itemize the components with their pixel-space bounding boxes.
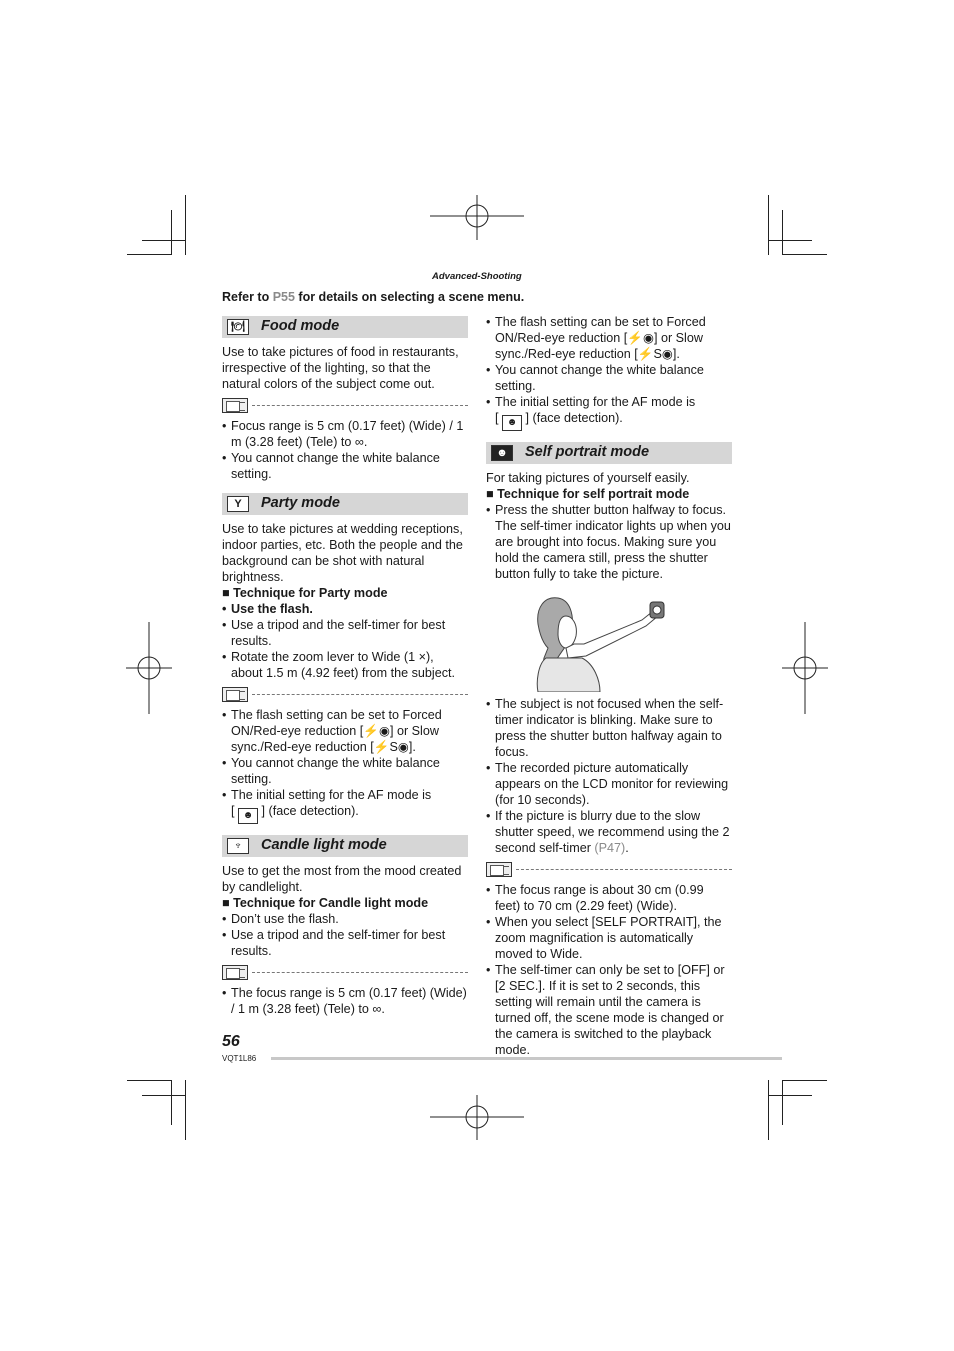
self-portrait-extra-notes [486,882,732,1058]
registration-target-top [430,195,524,240]
crop-mark [768,240,812,241]
candle-icon: ♆ [227,838,249,854]
candle-intro: Use to get the most from the mood created by candlelight. [222,864,462,894]
self-portrait-notes [486,696,732,856]
party-mode-title: Party mode [261,495,340,511]
refer-line [222,290,524,304]
list-item: • The self-timer can only be set to [OFF] or [2 SEC.]. If it is set to 2 seconds, this setting will remain until the camera is turned off, the scene mode is changed or the camera is switched to the playback mode. [486,962,732,1058]
registration-target-bottom [430,1095,524,1140]
note-divider [222,398,468,414]
face-detection-icon: ☻ [238,808,258,824]
crop-mark [768,1095,812,1096]
list-item: • The initial setting for the AF mode is [ ☻ ] (face detection). [486,394,732,431]
self-portrait-technique [486,502,732,582]
self-portrait-illustration [486,592,732,692]
crop-mark [185,1080,186,1140]
list-item: • The subject is not focused when the self-timer indicator is blinking. Make sure to press the shutter button halfway again to focus. [486,696,732,760]
crop-mark [782,254,827,255]
footer-rule [271,1057,782,1060]
crop-mark [782,1080,783,1125]
food-icon: 🍽 [227,319,249,335]
list-item: • Focus range is 5 cm (0.17 feet) (Wide) / 1 m (3.28 feet) (Tele) to ∞. [222,418,468,450]
list-item: • When you select [SELF PORTRAIT], the zoom magnification is automatically moved to Wide. [486,914,732,962]
list-item: • Use a tripod and the self-timer for best results. [222,927,468,959]
candle-technique [222,911,468,959]
list-item: • Use a tripod and the self-timer for best results. [222,617,468,649]
self-portrait-icon: ☻ [491,445,513,461]
crop-mark [142,1095,186,1096]
list-item: • The focus range is about 30 cm (0.99 feet) to 70 cm (2.29 feet) (Wide). [486,882,732,914]
food-notes [222,418,468,482]
food-intro: Use to take pictures of food in restaurants, irrespective of the lighting, so that the natural colors of the subject come out. [222,345,459,391]
list-item: • You cannot change the white balance setting. [222,755,468,787]
registration-target-left [126,622,172,714]
food-mode-title: Food mode [261,318,340,334]
party-technique-title: ■ Technique for Party mode [222,585,468,601]
section-header: Advanced-Shooting [432,271,522,282]
note-icon [222,398,248,413]
right-column [486,314,732,1058]
document-code: VQT1L86 [222,1054,257,1063]
candle-light-title: Candle light mode [261,837,387,853]
refer-prefix: Refer to [222,290,273,304]
food-mode-title-bar [222,316,468,338]
crop-mark [768,1080,769,1140]
face-detection-icon: ☻ [502,415,522,431]
self-portrait-intro: For taking pictures of yourself easily. [486,471,690,485]
page-number: 56 [222,1033,240,1050]
candle-notes [222,985,468,1017]
refer-suffix: for details on selecting a scene menu. [294,290,525,304]
note-divider [222,687,468,703]
list-item: • Use the flash. [222,601,468,617]
party-notes-continued [486,314,732,431]
crop-mark [127,254,172,255]
crop-mark [127,1080,172,1081]
crop-mark [142,240,186,241]
list-item: • The focus range is 5 cm (0.17 feet) (Wide) / 1 m (3.28 feet) (Tele) to ∞. [222,985,468,1017]
list-item: • Press the shutter button halfway to focus. The self-timer indicator lights up when you are brought into focus. Making sure you hold the camera still, press the shutter button fully to take the picture. [486,502,732,582]
crop-mark [185,195,186,255]
page-link[interactable]: P55 [272,290,295,304]
list-item: • The flash setting can be set to Forced ON/Red-eye reduction [⚡◉] or Slow sync./Red-eye reduction [⚡S◉]. [222,707,468,755]
crop-mark [782,210,783,255]
note-divider [486,862,732,878]
note-icon [486,862,512,877]
registration-target-right [782,622,828,714]
list-item: • The recorded picture automatically appears on the LCD monitor for reviewing (for 10 seconds). [486,760,732,808]
list-item: • You cannot change the white balance setting. [486,362,732,394]
self-portrait-technique-title: ■ Technique for self portrait mode [486,486,732,502]
note-icon [222,965,248,980]
crop-mark [171,1080,172,1125]
left-column [222,316,468,1017]
list-item: • The initial setting for the AF mode is [ ☻ ] (face detection). [222,787,468,824]
list-item: • Rotate the zoom lever to Wide (1 ×), about 1.5 m (4.92 feet) from the subject. [222,649,468,681]
crop-mark [171,210,172,255]
list-item: • You cannot change the white balance setting. [222,450,468,482]
candle-light-title-bar [222,835,468,857]
note-icon [222,687,248,702]
party-intro: Use to take pictures at wedding receptions, indoor parties, etc. Both the people and the background can be shot with natural brightness. [222,522,463,584]
list-item: • The flash setting can be set to Forced ON/Red-eye reduction [⚡◉] or Slow sync./Red-eye reduction [⚡S◉]. [486,314,732,362]
list-item: • If the picture is blurry due to the slow shutter speed, we recommend using the 2 second self-timer (P47). [486,808,732,856]
crop-mark [768,195,769,255]
party-mode-title-bar [222,493,468,515]
self-portrait-title-bar [486,442,732,464]
party-technique [222,601,468,681]
self-portrait-title: Self portrait mode [525,444,650,460]
cocktail-glass-icon: Y [227,496,249,512]
page-link[interactable]: (P47) [594,841,626,855]
party-notes [222,707,468,824]
crop-mark [782,1080,827,1081]
candle-technique-title: ■ Technique for Candle light mode [222,895,468,911]
note-divider [222,965,468,981]
list-item: • Don’t use the flash. [222,911,468,927]
